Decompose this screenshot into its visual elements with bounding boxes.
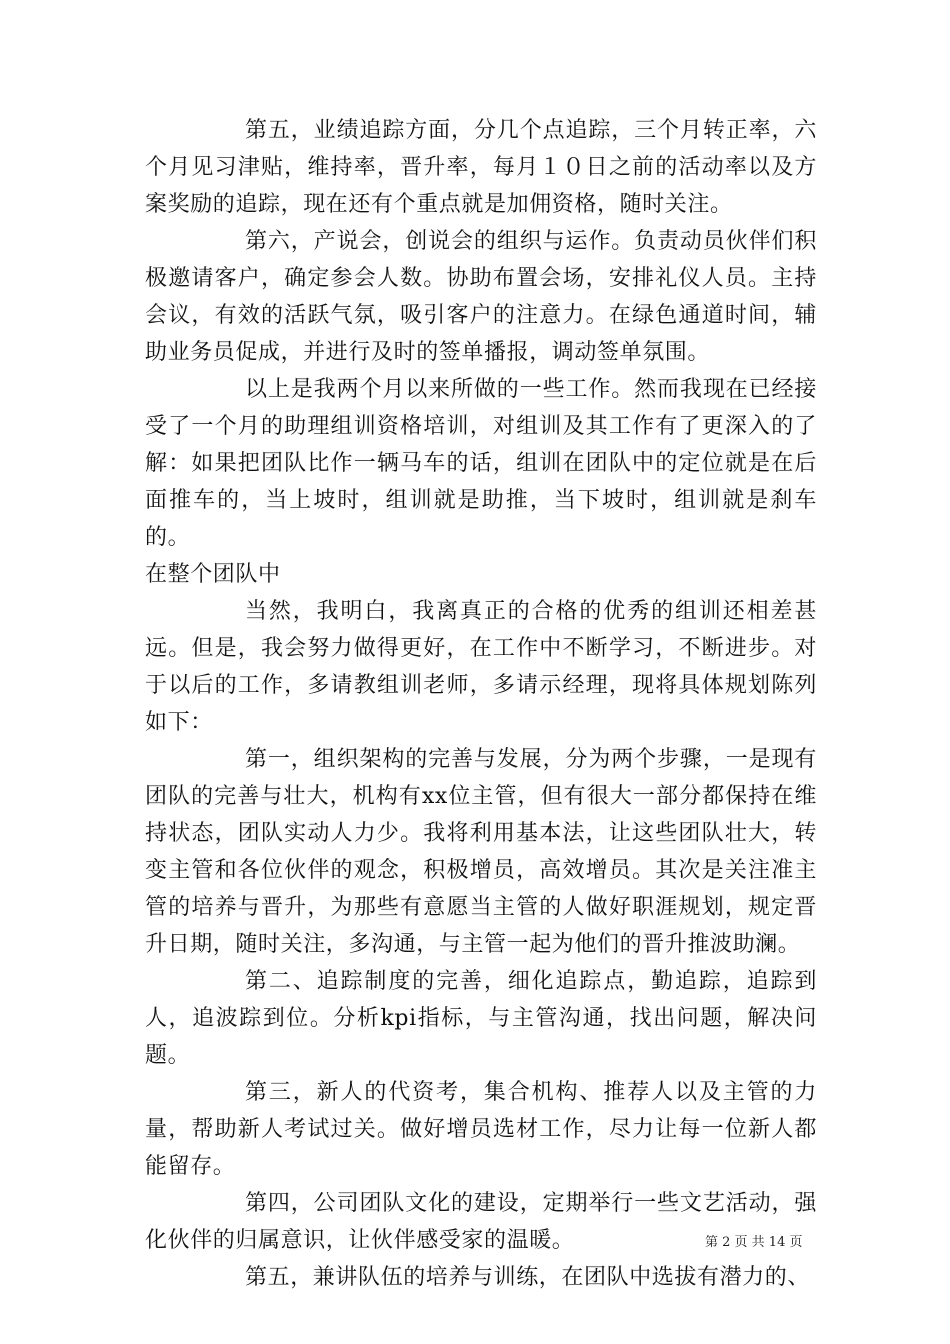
paragraph: 当然，我明白，我离真正的合格的优秀的组训还相差甚远。但是，我会努力做得更好，在工作中不断学习，不断进步。对于以后的工作，多请教组训老师，多请示经理，现将具体规划陈列如下： <box>145 599 817 735</box>
paragraph: 第五，兼讲队伍的培养与训练，在团队中选拔有潜力的、 <box>245 1265 811 1290</box>
paragraph: 第五，业绩追踪方面，分几个点追踪，三个月转正率，六个月见习津贴，维持率，晋升率，每月１０日之前的活动率以及方案奖励的追踪，现在还有个重点就是加佣资格，随时关注。 <box>145 118 817 217</box>
paragraph: 以上是我两个月以来所做的一些工作。然而我现在已经接受了一个月的助理组训资格培训，对组训及其工作有了更深入的了解：如果把团队比作一辆马车的话，组训在团队中的定位就是在后面推车的，当上坡时，组训就是助推，当下坡时，组训就是刹车的。 <box>145 377 817 550</box>
paragraph: 第二、追踪制度的完善，细化追踪点，勤追踪，追踪到人，追波踪到位。分析kpi指标，与主管沟通，找出问题，解决问题。 <box>145 969 817 1068</box>
paragraph: 第六，产说会，创说会的组织与运作。负责动员伙伴们积极邀请客户，确定参会人数。协助布置会场，安排礼仪人员。主持会议，有效的活跃气氛，吸引客户的注意力。在绿色通道时间，辅助业务员促成，并进行及时的签单播报，调动签单氛围。 <box>145 229 817 365</box>
paragraph: 第三，新人的代资考，集合机构、推荐人以及主管的力量，帮助新人考试过关。做好增员选材工作，尽力让每一位新人都能留存。 <box>145 1080 817 1179</box>
paragraph: 第一，组织架构的完善与发展，分为两个步骤，一是现有团队的完善与壮大，机构有xx位主管，但有很大一部分都保持在维持状态，团队实动人力少。我将利用基本法，让这些团队壮大，转变主管和各位伙伴的观念，积极增员，高效增员。其次是关注准主管的培养与晋升，为那些有意愿当主管的人做好职涯规划，规定晋升日期，随时关注，多沟通，与主管一起为他们的晋升推波助澜。 <box>145 747 817 957</box>
paragraph: 在整个团队中 <box>145 562 281 587</box>
paragraph: 第四，公司团队文化的建设，定期举行一些文艺活动，强化伙伴的归属意识，让伙伴感受家的温暖。 <box>145 1191 817 1253</box>
document-body <box>145 112 817 1296</box>
page-number-footer: 第 2 页 共 14 页 <box>705 1235 803 1250</box>
